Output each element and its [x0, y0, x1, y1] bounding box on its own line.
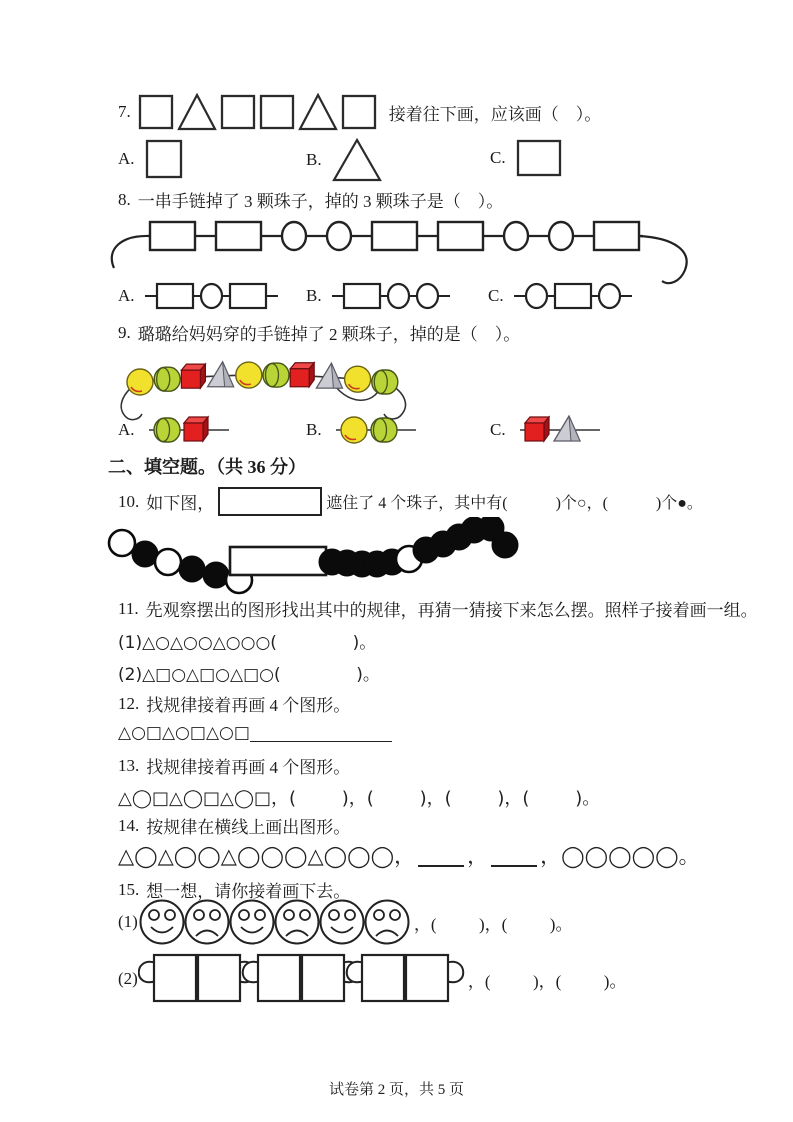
page-footer: 试卷第 2 页，共 5 页 [328, 1082, 464, 1098]
question-12-sequence: △○□△○□△○□ [118, 723, 250, 743]
option-c-label: C. [490, 148, 506, 167]
question-11-row [118, 596, 758, 621]
triangle-shape [332, 138, 382, 182]
question-14-text: 按规律在横线上画出图形。 [146, 818, 351, 837]
question-15-sub1-row [118, 898, 572, 946]
square-shape [516, 138, 562, 178]
triangle-shape [177, 93, 217, 131]
sub2-label: (2) [118, 969, 138, 988]
dot-string-svg [106, 517, 548, 603]
option-b-label: B. [306, 286, 322, 305]
option-b-label: B. [306, 150, 322, 169]
option-a-label: A. [118, 286, 135, 305]
option-c-label: C. [488, 286, 504, 305]
question-11-text: 先观察摆出的图形找出其中的规律，再猜一猜接下来怎么摆。照样子接着画一组。 [145, 601, 758, 620]
option-c-beads [514, 278, 632, 314]
question-9-option-c [490, 410, 604, 450]
question-13-sequence: △◯□△◯□△◯□，( )，( )，( )，( )。 [118, 788, 601, 809]
question-7-row [118, 93, 601, 131]
option-c-label: C. [490, 420, 506, 439]
question-8-option-c [488, 278, 632, 314]
question-9-text: 璐璐给妈妈穿的手链掉了 2 颗珠子，掉的是（ ）。 [137, 325, 521, 344]
question-7-option-c [490, 138, 562, 178]
question-13-text: 找规律接着再画 4 个图形。 [146, 758, 351, 777]
question-14-row [118, 813, 350, 838]
question-8-option-a [118, 278, 278, 314]
question-13-number: 13. [118, 755, 140, 775]
question-14-sequence-row [118, 840, 700, 870]
square-shape [220, 93, 256, 131]
question-14-number: 14. [118, 815, 140, 835]
question-7-prompt: 接着往下画，应该画（ ）。 [388, 104, 602, 124]
question-11-number: 11. [118, 598, 139, 618]
sub1-label: (1) [118, 912, 138, 931]
option-a-label: A. [118, 149, 135, 168]
comma: ， [540, 844, 562, 868]
question-8-option-b [306, 278, 450, 314]
question-12-sequence-row [118, 723, 392, 743]
option-b-beads [332, 410, 420, 450]
question-12-number: 12. [118, 693, 140, 713]
option-b-label: B. [306, 420, 322, 439]
question-13-row [118, 753, 350, 778]
chain-option-svg [514, 278, 632, 314]
sub2-suffix: ，( )，( )。 [467, 971, 627, 991]
question-10-number: 10. [118, 491, 140, 511]
question-9-row [118, 320, 520, 345]
question-12-row [118, 691, 350, 716]
question-8-number: 8. [118, 189, 131, 209]
question-7-option-b [306, 138, 382, 182]
question-7-number: 7. [118, 102, 131, 121]
question-9-option-b [306, 410, 420, 450]
answer-blank-1 [418, 844, 464, 867]
question-15-sub2-row [118, 948, 626, 1010]
bead-option-svg [332, 410, 420, 450]
question-12-text: 找规律接着再画 4 个图形。 [146, 696, 351, 715]
option-a-beads [145, 278, 278, 314]
option-c-shape [516, 138, 562, 178]
comma: ， [467, 844, 489, 868]
question-11-sub1: (1)△○△○○△○○○( )。 [118, 633, 377, 653]
faces-figure [138, 898, 414, 946]
question-8-text: 一串手链掉了 3 颗珠子，掉的 3 颗珠子是（ ）。 [137, 192, 504, 211]
chain-option-svg [332, 278, 450, 314]
question-15-text: 想一想，请你接着画下去。 [146, 882, 351, 901]
bead-option-svg [516, 410, 604, 450]
question-15-number: 15. [118, 879, 140, 899]
question-10-text-before: 如下图， [146, 494, 215, 513]
option-a-label: A. [118, 420, 135, 439]
faces-svg [138, 898, 414, 946]
question-7-shape-sequence [138, 93, 377, 131]
square-shape [341, 93, 377, 131]
square-shape [138, 93, 174, 131]
sub1-suffix: ，( )，( )。 [413, 914, 573, 934]
question-10-beads-figure [106, 517, 548, 603]
triangle-shape [298, 93, 338, 131]
option-b-shape [332, 138, 382, 182]
bead-option-svg [145, 410, 233, 450]
question-9-number: 9. [118, 322, 131, 342]
chain-option-svg [145, 278, 278, 314]
answer-blank-2 [491, 844, 537, 867]
cover-rectangle [218, 487, 322, 516]
question-14-sequence-start: △◯△◯◯△◯◯◯△◯◯◯， [118, 844, 416, 868]
answer-line [250, 725, 392, 742]
question-10-row [118, 487, 703, 516]
cups-figure [138, 948, 468, 1010]
question-11-sub2: (2)△□○△□○△□○( )。 [118, 665, 380, 685]
cups-svg [138, 948, 468, 1010]
option-a-beads [145, 410, 233, 450]
option-c-beads [516, 410, 604, 450]
question-10-text-after: 遮住了 4 个珠子，其中有( )个○，( )个●。 [326, 495, 703, 512]
question-7-option-a [118, 138, 183, 180]
square-shape [145, 138, 183, 180]
section-2-title: 二、填空题。（共 36 分） [108, 457, 306, 477]
question-14-sequence-end: ◯◯◯◯◯。 [561, 844, 700, 868]
square-shape [259, 93, 295, 131]
option-b-beads [332, 278, 450, 314]
question-9-option-a [118, 410, 233, 450]
option-a-shape [145, 138, 183, 180]
